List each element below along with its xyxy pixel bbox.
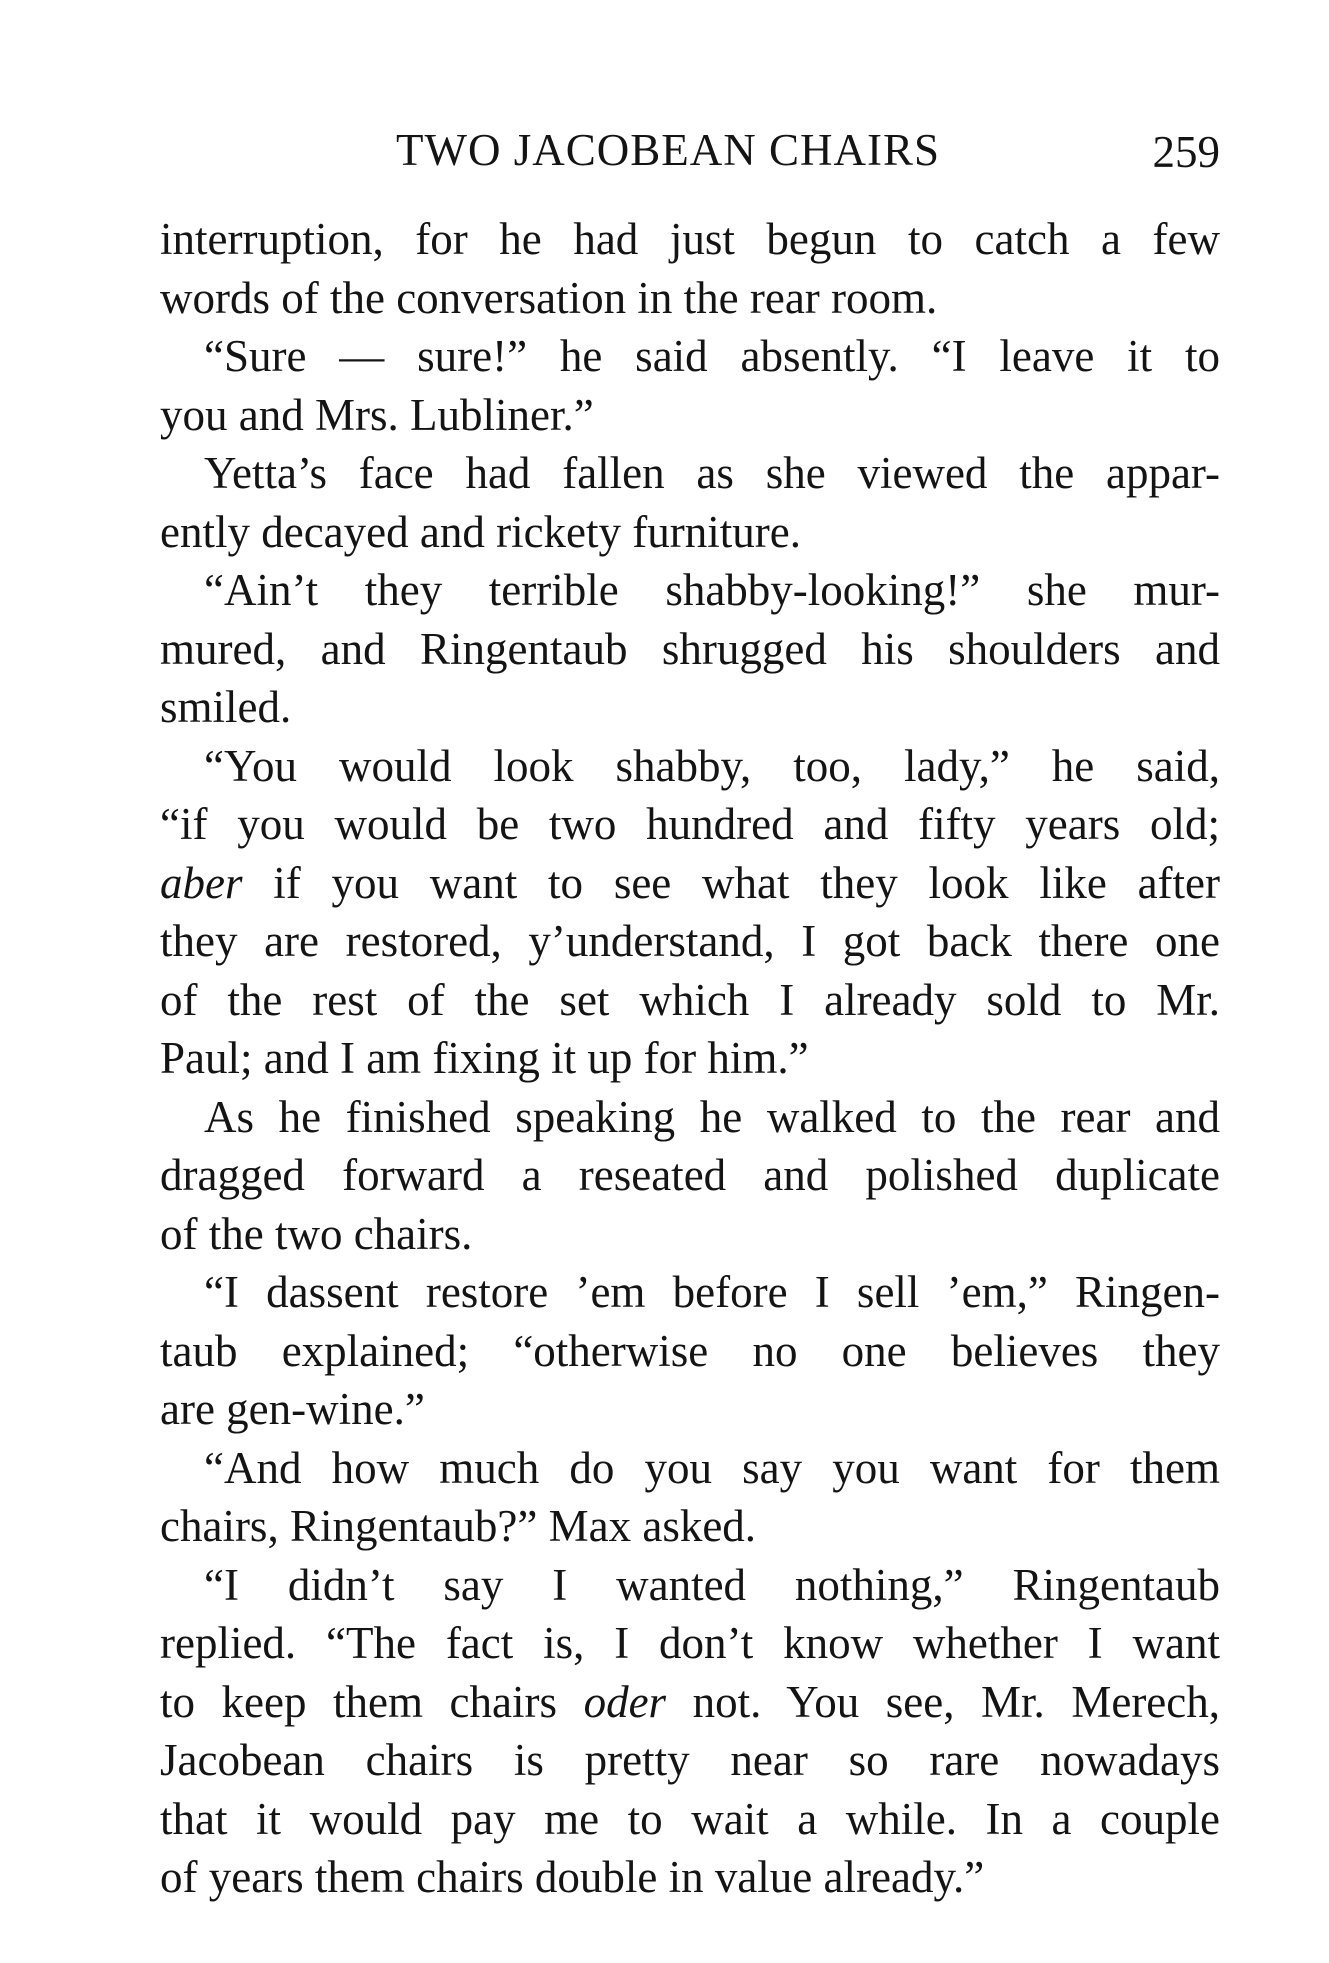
text-line: smiled. <box>160 682 292 732</box>
text-line: that it would pay me to wait a while. In a couple <box>160 1793 1220 1844</box>
text-line: words of the conversation in the rear room. <box>160 272 938 323</box>
text-line: Jacobean chairs is pretty near so rare nowadays <box>160 1735 1220 1785</box>
page-number: 259 <box>1152 127 1220 177</box>
text-line: “if you would be two hundred and fifty years old; <box>160 799 1220 849</box>
body-text <box>160 210 1220 1907</box>
text-line: of the two chairs. <box>160 1208 473 1259</box>
running-head <box>160 122 1220 178</box>
text-line: “I didn’t say I wanted nothing,” Ringentaub <box>204 1559 1220 1610</box>
text-line: dragged forward a reseated and polished duplicate <box>160 1150 1220 1200</box>
text-line: Paul; and I am fixing it up for him.” <box>160 1033 809 1083</box>
text-line: taub explained; “otherwise no one believes they <box>160 1325 1220 1376</box>
text-line: aber if you want to see what they look like after <box>160 857 1220 908</box>
text-line: interruption, for he had just begun to catch a few <box>160 214 1220 264</box>
text-line: are gen-wine.” <box>160 1384 425 1434</box>
text-line: “You would look shabby, too, lady,” he said, <box>204 740 1220 791</box>
text-line: to keep them chairs oder not. You see, Mr. Merech, <box>160 1676 1221 1727</box>
text-line: they are restored, y’understand, I got back there one <box>160 916 1220 966</box>
running-title: TWO JACOBEAN CHAIRS <box>396 125 941 175</box>
text-line: “I dassent restore ’em before I sell ’em,” Ringen- <box>204 1267 1220 1317</box>
text-line: mured, and Ringentaub shrugged his shoulders and <box>160 623 1220 674</box>
text-line: “Sure — sure!” he said absently. “I leave it to <box>204 331 1220 381</box>
text-line: As he finished speaking he walked to the rear and <box>204 1091 1220 1142</box>
text-line: replied. “The fact is, I don’t know whether I want <box>160 1618 1220 1668</box>
text-line: chairs, Ringentaub?” Max asked. <box>160 1501 757 1551</box>
text-line: “Ain’t they terrible shabby-looking!” she mur- <box>204 565 1220 615</box>
text-line: ently decayed and rickety furniture. <box>160 506 801 557</box>
text-line: you and Mrs. Lubliner.” <box>160 389 594 440</box>
text-line: “And how much do you say you want for them <box>204 1442 1220 1493</box>
text-line: Yetta’s face had fallen as she viewed the appar- <box>204 448 1220 498</box>
text-line: of years them chairs double in value already.” <box>160 1852 985 1902</box>
text-line: of the rest of the set which I already sold to Mr. <box>160 974 1220 1025</box>
